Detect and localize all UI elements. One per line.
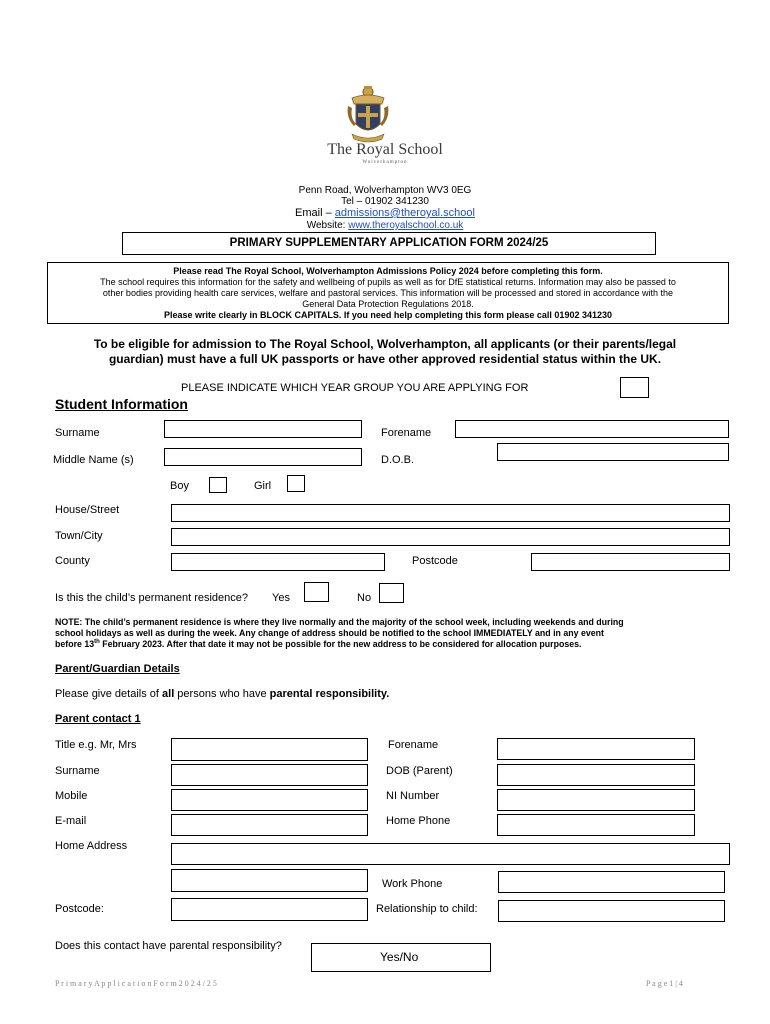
student-forename-field[interactable] bbox=[455, 420, 729, 438]
form-title: PRIMARY SUPPLEMENTARY APPLICATION FORM 2024/25 bbox=[229, 237, 549, 249]
relationship-field[interactable] bbox=[498, 900, 725, 922]
boy-label: Boy bbox=[170, 480, 189, 492]
postcode-field[interactable] bbox=[531, 553, 730, 571]
year-group-prompt: PLEASE INDICATE WHICH YEAR GROUP YOU ARE APPLYING FOR bbox=[181, 382, 529, 394]
parent-email-field[interactable] bbox=[171, 814, 368, 836]
note-after: February 2023. After that date it may not be possible for the new address to be considered for allocation purposes. bbox=[99, 639, 582, 649]
relationship-label: Relationship to child: bbox=[376, 903, 478, 915]
parent-surname-field[interactable] bbox=[171, 764, 368, 786]
parent-postcode-label: Postcode: bbox=[55, 903, 104, 915]
footer-form-name: P r i m a r y A p p l i c a t i o n F o r m 2 0 2 4 / 2 5 bbox=[55, 979, 217, 988]
work-phone-label: Work Phone bbox=[382, 878, 443, 890]
boy-checkbox[interactable] bbox=[209, 477, 227, 493]
parent-dob-field[interactable] bbox=[497, 764, 695, 786]
school-crest bbox=[344, 84, 392, 146]
dob-parent-label: DOB (Parent) bbox=[386, 765, 453, 777]
forename-label: Forename bbox=[381, 427, 432, 439]
website-label: Website: bbox=[306, 220, 349, 231]
parent-title-field[interactable] bbox=[171, 738, 368, 761]
parent-home-phone-field[interactable] bbox=[497, 814, 695, 836]
eligibility-line-1: To be eligible for admission to The Royal School, Wolverhampton, all applicants (or their parents/legal bbox=[93, 337, 677, 351]
policy-notice-box bbox=[47, 262, 729, 324]
parental-responsibility-question: Does this contact have parental responsibility? bbox=[55, 940, 282, 952]
school-email-line bbox=[0, 207, 770, 219]
parent-surname-label: Surname bbox=[55, 765, 100, 777]
footer-page-number: P a g e 1 | 4 bbox=[646, 979, 683, 988]
notice-line-3: other bodies providing health care services, welfare and pastoral services. This information will be processed and stored in accordance with the bbox=[102, 288, 674, 298]
student-middle-name-field[interactable] bbox=[164, 448, 362, 466]
parent-ni-number-field[interactable] bbox=[497, 789, 695, 811]
county-field[interactable] bbox=[171, 553, 385, 571]
website-link[interactable]: www.theroyalschool.co.uk bbox=[348, 220, 464, 231]
email-link[interactable]: admissions@theroyal.school bbox=[334, 207, 475, 219]
notice-line-4: General Data Protection Regulations 2018. bbox=[302, 299, 474, 309]
parent-work-phone-field[interactable] bbox=[498, 871, 725, 893]
town-city-label: Town/City bbox=[55, 530, 103, 542]
residence-note-line-3 bbox=[55, 639, 581, 649]
house-street-label: House/Street bbox=[55, 504, 120, 516]
student-info-heading: Student Information bbox=[55, 396, 188, 412]
notice-line-1: Please read The Royal School, Wolverhampton Admissions Policy 2024 before completing this form. bbox=[173, 266, 603, 276]
parent-home-address-field[interactable] bbox=[171, 843, 730, 865]
surname-label: Surname bbox=[55, 427, 100, 439]
house-street-field[interactable] bbox=[171, 504, 730, 522]
notice-line-2: The school requires this information for the safety and wellbeing of pupils as well as for DfE statistical returns. Information may also be passed to bbox=[100, 277, 676, 287]
ni-number-label: NI Number bbox=[386, 790, 440, 802]
county-label: County bbox=[55, 555, 90, 567]
girl-checkbox[interactable] bbox=[287, 475, 305, 492]
residence-yes-checkbox[interactable] bbox=[304, 582, 329, 602]
email-label-field: E-mail bbox=[55, 815, 87, 827]
school-website-line bbox=[0, 220, 770, 231]
intro-part-4: parental responsibility. bbox=[269, 688, 390, 700]
note-before: before 13 bbox=[55, 639, 95, 649]
title-label: Title e.g. Mr, Mrs bbox=[55, 739, 137, 751]
mobile-label: Mobile bbox=[55, 790, 88, 802]
dob-label: D.O.B. bbox=[381, 454, 415, 466]
residence-note-line-2: school holidays as well as during the week. Any change of address should be notified to the school IMMEDIATELY and in any event bbox=[55, 628, 604, 638]
parental-responsibility-field[interactable] bbox=[311, 943, 491, 972]
middle-name-label: Middle Name (s) bbox=[53, 454, 134, 466]
parent-contact-1-heading: Parent contact 1 bbox=[55, 713, 141, 725]
form-title-box bbox=[122, 232, 656, 255]
school-address: Penn Road, Wolverhampton WV3 0EG bbox=[298, 185, 472, 196]
parent-address-line-2-field[interactable] bbox=[171, 869, 368, 892]
intro-part-2: all bbox=[162, 688, 175, 700]
school-subtitle: Wolverhampton bbox=[362, 160, 408, 165]
student-dob-field[interactable] bbox=[497, 443, 729, 461]
parent-forename-field[interactable] bbox=[497, 738, 695, 760]
home-address-label: Home Address bbox=[55, 840, 128, 852]
parent-mobile-field[interactable] bbox=[171, 789, 368, 811]
school-name: The Royal School bbox=[327, 141, 443, 158]
eligibility-line-2: guardian) must have a full UK passports or have other approved residential status within the UK. bbox=[108, 352, 662, 366]
girl-label: Girl bbox=[254, 480, 272, 492]
intro-part-1: Please give details of bbox=[55, 688, 163, 700]
intro-part-3: persons who have bbox=[174, 688, 270, 700]
parent-guardian-heading: Parent/Guardian Details bbox=[55, 663, 180, 675]
permanent-residence-question: Is this the child’s permanent residence? bbox=[55, 592, 249, 604]
note-superscript: th bbox=[94, 639, 100, 646]
postcode-label: Postcode bbox=[412, 555, 458, 567]
yes-no-option: Yes/No bbox=[380, 950, 419, 964]
residence-no-label: No bbox=[357, 592, 372, 604]
residence-yes-label: Yes bbox=[272, 592, 290, 604]
home-phone-label: Home Phone bbox=[386, 815, 451, 827]
email-label: Email – bbox=[295, 207, 335, 219]
residence-note-line-1: NOTE: The child’s permanent residence is where they live normally and the majority of the school week, including weekends and during bbox=[55, 617, 624, 627]
year-group-input[interactable] bbox=[620, 377, 649, 398]
residence-no-checkbox[interactable] bbox=[379, 583, 404, 603]
parental-responsibility-intro bbox=[55, 688, 389, 700]
school-telephone: Tel – 01902 341230 bbox=[341, 196, 429, 207]
parent-postcode-field[interactable] bbox=[171, 898, 368, 921]
notice-line-5: Please write clearly in BLOCK CAPITALS. If you need help completing this form please call 01902 341230 bbox=[164, 310, 612, 320]
student-surname-field[interactable] bbox=[164, 420, 362, 438]
parent-forename-label: Forename bbox=[388, 739, 439, 751]
town-city-field[interactable] bbox=[171, 528, 730, 546]
